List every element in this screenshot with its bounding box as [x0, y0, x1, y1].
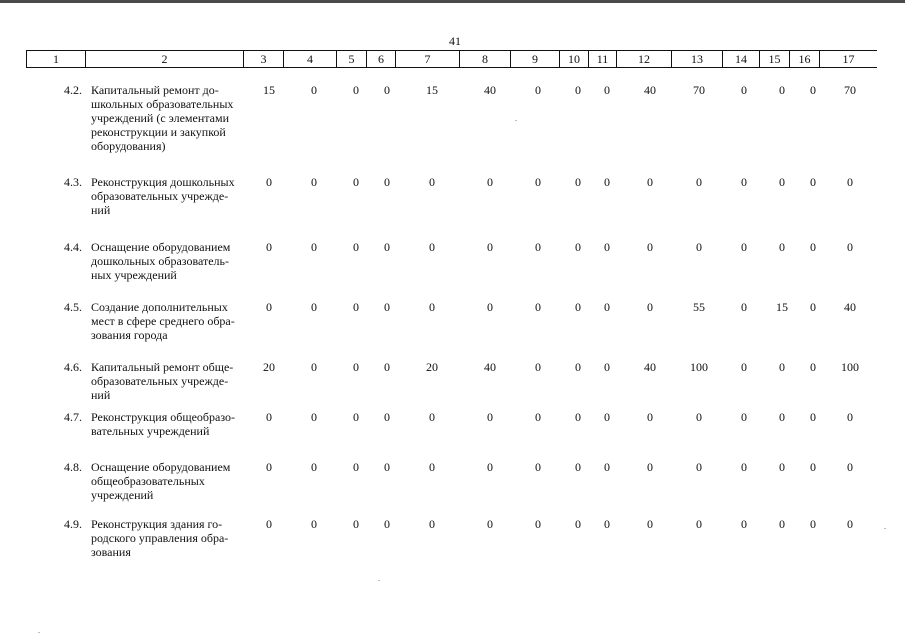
- cell-col-8: 0: [487, 240, 493, 254]
- cell-col-3: 0: [266, 175, 272, 189]
- cell-col-11: 0: [604, 240, 610, 254]
- cell-col-8: 0: [487, 300, 493, 314]
- cell-col-15: 0: [779, 240, 785, 254]
- column-header-2: 2: [86, 51, 244, 67]
- cell-col-4: 0: [311, 360, 317, 374]
- cell-col-16: 0: [810, 83, 816, 97]
- cell-col-6: 0: [384, 83, 390, 97]
- cell-col-6: 0: [384, 240, 390, 254]
- cell-col-17: 40: [844, 300, 856, 314]
- cell-col-15: 0: [779, 460, 785, 474]
- cell-col-11: 0: [604, 360, 610, 374]
- column-header-17: 17: [842, 52, 855, 66]
- cell-col-7: 20: [426, 360, 438, 374]
- cell-col-15: 0: [779, 175, 785, 189]
- row-description: Реконструкция общеобразо- вательных учреждений: [91, 410, 236, 438]
- column-header-14: 14: [723, 51, 760, 67]
- scan-speck: [515, 120, 517, 121]
- cell-col-12: 0: [647, 175, 653, 189]
- cell-col-16: 0: [810, 175, 816, 189]
- scan-speck: [38, 632, 40, 633]
- cell-col-16: 0: [810, 300, 816, 314]
- row-number: 4.3.: [64, 175, 82, 189]
- column-header-5: 5: [337, 51, 367, 67]
- cell-col-7: 0: [429, 300, 435, 314]
- cell-col-13: 0: [696, 175, 702, 189]
- cell-col-7: 0: [429, 517, 435, 531]
- cell-col-7: 15: [426, 83, 438, 97]
- cell-col-7: 0: [429, 240, 435, 254]
- cell-col-8: 40: [484, 360, 496, 374]
- cell-col-10: 0: [575, 460, 581, 474]
- cell-col-17: 0: [847, 410, 853, 424]
- cell-col-10: 0: [575, 175, 581, 189]
- row-description: Капитальный ремонт обще- образовательных учрежде- ний: [91, 360, 234, 402]
- cell-col-14: 0: [741, 83, 747, 97]
- cell-col-17: 70: [844, 83, 856, 97]
- row-description: Реконструкция здания го- родского управления обра- зования: [91, 517, 229, 559]
- cell-col-14: 0: [741, 300, 747, 314]
- column-header-7: 7: [396, 51, 460, 67]
- row-description: Капитальный ремонт до- школьных образовательных учреждений (с элементами реконструкции и закупкой оборудования): [91, 83, 234, 153]
- column-header-8: 8: [460, 51, 511, 67]
- cell-col-11: 0: [604, 460, 610, 474]
- cell-col-9: 0: [535, 300, 541, 314]
- cell-col-9: 0: [535, 83, 541, 97]
- cell-col-4: 0: [311, 460, 317, 474]
- cell-col-14: 0: [741, 360, 747, 374]
- row-description: Оснащение оборудованием общеобразовательных учреждений: [91, 460, 231, 502]
- cell-col-15: 15: [776, 300, 788, 314]
- cell-col-4: 0: [311, 175, 317, 189]
- column-header-15: 15: [760, 51, 790, 67]
- scan-speck: [378, 580, 380, 581]
- cell-col-10: 0: [575, 300, 581, 314]
- cell-col-16: 0: [810, 517, 816, 531]
- cell-col-5: 0: [353, 360, 359, 374]
- page-number: 41: [449, 34, 461, 48]
- cell-col-15: 0: [779, 517, 785, 531]
- cell-col-8: 0: [487, 517, 493, 531]
- cell-col-5: 0: [353, 517, 359, 531]
- cell-col-14: 0: [741, 410, 747, 424]
- cell-col-3: 0: [266, 240, 272, 254]
- cell-col-16: 0: [810, 460, 816, 474]
- cell-col-11: 0: [604, 300, 610, 314]
- cell-col-4: 0: [311, 517, 317, 531]
- cell-col-11: 0: [604, 83, 610, 97]
- row-number: 4.7.: [64, 410, 82, 424]
- cell-col-3: 0: [266, 517, 272, 531]
- cell-col-13: 0: [696, 240, 702, 254]
- cell-col-12: 0: [647, 410, 653, 424]
- cell-col-17: 0: [847, 175, 853, 189]
- cell-col-14: 0: [741, 240, 747, 254]
- cell-col-12: 40: [644, 83, 656, 97]
- cell-col-9: 0: [535, 175, 541, 189]
- cell-col-17: 0: [847, 517, 853, 531]
- column-header-4: 4: [284, 51, 337, 67]
- row-description: Реконструкция дошкольных образовательных учрежде- ний: [91, 175, 235, 217]
- cell-col-10: 0: [575, 240, 581, 254]
- cell-col-15: 0: [779, 83, 785, 97]
- row-number: 4.9.: [64, 517, 82, 531]
- cell-col-5: 0: [353, 240, 359, 254]
- cell-col-16: 0: [810, 360, 816, 374]
- row-number: 4.2.: [64, 83, 82, 97]
- cell-col-8: 0: [487, 460, 493, 474]
- cell-col-16: 0: [810, 240, 816, 254]
- cell-col-14: 0: [741, 517, 747, 531]
- cell-col-12: 0: [647, 460, 653, 474]
- cell-col-7: 0: [429, 410, 435, 424]
- cell-col-9: 0: [535, 517, 541, 531]
- row-number: 4.8.: [64, 460, 82, 474]
- scan-speck: [884, 528, 886, 529]
- column-header-6: 6: [367, 51, 396, 67]
- cell-col-12: 0: [647, 517, 653, 531]
- scan-edge: [0, 0, 905, 3]
- cell-col-9: 0: [535, 410, 541, 424]
- column-header-1: 1: [26, 51, 86, 67]
- cell-col-6: 0: [384, 300, 390, 314]
- cell-col-5: 0: [353, 410, 359, 424]
- column-header-3: 3: [244, 51, 284, 67]
- cell-col-13: 0: [696, 517, 702, 531]
- cell-col-13: 100: [690, 360, 708, 374]
- column-header-11: 11: [589, 51, 617, 67]
- cell-col-12: 0: [647, 240, 653, 254]
- column-header-10: 10: [560, 51, 589, 67]
- cell-col-14: 0: [741, 175, 747, 189]
- cell-col-7: 0: [429, 460, 435, 474]
- cell-col-3: 0: [266, 460, 272, 474]
- cell-col-17: 100: [841, 360, 859, 374]
- cell-col-6: 0: [384, 517, 390, 531]
- cell-col-12: 0: [647, 300, 653, 314]
- cell-col-9: 0: [535, 240, 541, 254]
- cell-col-13: 70: [693, 83, 705, 97]
- cell-col-10: 0: [575, 360, 581, 374]
- row-number: 4.6.: [64, 360, 82, 374]
- cell-col-16: 0: [810, 410, 816, 424]
- cell-col-13: 55: [693, 300, 705, 314]
- cell-col-10: 0: [575, 517, 581, 531]
- cell-col-9: 0: [535, 360, 541, 374]
- cell-col-8: 40: [484, 83, 496, 97]
- cell-col-15: 0: [779, 360, 785, 374]
- cell-col-6: 0: [384, 175, 390, 189]
- cell-col-11: 0: [604, 410, 610, 424]
- cell-col-6: 0: [384, 460, 390, 474]
- cell-col-3: 0: [266, 300, 272, 314]
- cell-col-3: 0: [266, 410, 272, 424]
- cell-col-4: 0: [311, 83, 317, 97]
- column-header-9: 9: [511, 51, 560, 67]
- cell-col-8: 0: [487, 175, 493, 189]
- cell-col-5: 0: [353, 460, 359, 474]
- cell-col-3: 15: [263, 83, 275, 97]
- cell-col-10: 0: [575, 410, 581, 424]
- column-header-16: 16: [790, 51, 820, 67]
- cell-col-17: 0: [847, 240, 853, 254]
- cell-col-14: 0: [741, 460, 747, 474]
- cell-col-8: 0: [487, 410, 493, 424]
- cell-col-3: 20: [263, 360, 275, 374]
- cell-col-4: 0: [311, 240, 317, 254]
- cell-col-5: 0: [353, 83, 359, 97]
- cell-col-4: 0: [311, 410, 317, 424]
- cell-col-11: 0: [604, 175, 610, 189]
- column-number-header: [26, 50, 877, 68]
- row-description: Создание дополнительных мест в сфере среднего обра- зования города: [91, 300, 235, 342]
- cell-col-15: 0: [779, 410, 785, 424]
- cell-col-13: 0: [696, 460, 702, 474]
- cell-col-13: 0: [696, 410, 702, 424]
- cell-col-5: 0: [353, 175, 359, 189]
- cell-col-10: 0: [575, 83, 581, 97]
- cell-col-17: 0: [847, 460, 853, 474]
- row-description: Оснащение оборудованием дошкольных образователь- ных учреждений: [91, 240, 231, 282]
- cell-col-9: 0: [535, 460, 541, 474]
- cell-col-4: 0: [311, 300, 317, 314]
- cell-col-6: 0: [384, 360, 390, 374]
- cell-col-5: 0: [353, 300, 359, 314]
- cell-col-6: 0: [384, 410, 390, 424]
- row-number: 4.4.: [64, 240, 82, 254]
- cell-col-12: 40: [644, 360, 656, 374]
- row-number: 4.5.: [64, 300, 82, 314]
- cell-col-7: 0: [429, 175, 435, 189]
- cell-col-11: 0: [604, 517, 610, 531]
- column-header-12: 12: [617, 51, 672, 67]
- column-header-13: 13: [672, 51, 723, 67]
